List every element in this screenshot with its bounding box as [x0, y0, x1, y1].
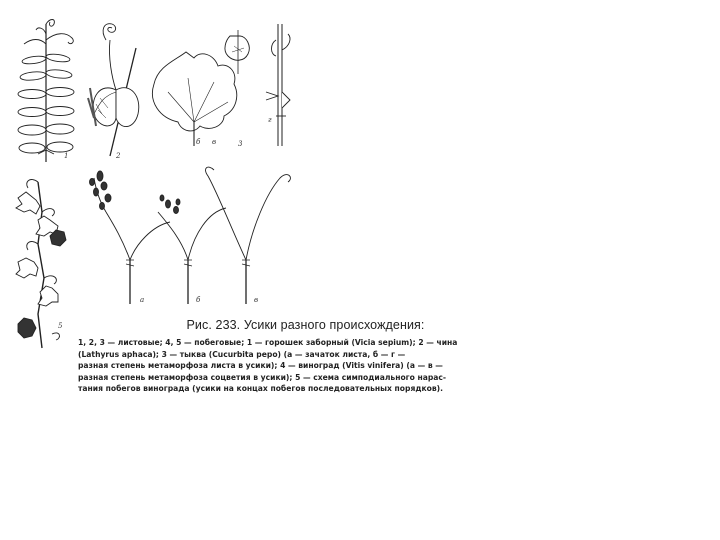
figure-caption [78, 318, 533, 395]
caption-line: 1, 2, 3 — листовые; 4, 5 — побеговые; 1 — горошек заборный (Vicia sepium); 2 — чина [78, 338, 458, 347]
panel-label-3c: в [212, 138, 217, 146]
illustration-vicia-sepium [10, 14, 85, 164]
figure-title: Рис. 233. Усики разного происхождения: [186, 318, 425, 332]
panel-label-3d: г [268, 116, 272, 124]
panel-label-5: 5 [58, 322, 63, 330]
panel-label-4b: б [196, 296, 201, 304]
caption-line: (Lathyrus aphaca); 3 — тыква (Cucurbita pepo) (а — зачаток листа, б — г — [78, 349, 406, 359]
caption-body [78, 337, 533, 395]
illustration-lathyrus-aphaca [86, 18, 146, 158]
illustration-vitis-inflorescence [82, 164, 302, 306]
panel-label-4c: в [254, 296, 259, 304]
caption-line: разная степень метаморфоза листа в усики); 4 — виноград (Vitis vinifera) (а — в — [78, 361, 443, 371]
panel-label-2: 2 [116, 152, 121, 160]
panel-label-4a: а [140, 296, 145, 304]
panel-label-3: 3 [238, 140, 243, 148]
panel-label-3b: б [196, 138, 201, 146]
caption-line: тания побегов винограда (усики на концах побегов последовательных порядков). [78, 384, 443, 394]
caption-line: разная степень метаморфоза соцветия в усики); 5 — схема симподиального нарас- [78, 372, 447, 382]
illustration-tendril-stems [256, 20, 296, 150]
illustration-cucurbita-pepo [148, 22, 268, 152]
panel-label-1: 1 [64, 152, 69, 160]
